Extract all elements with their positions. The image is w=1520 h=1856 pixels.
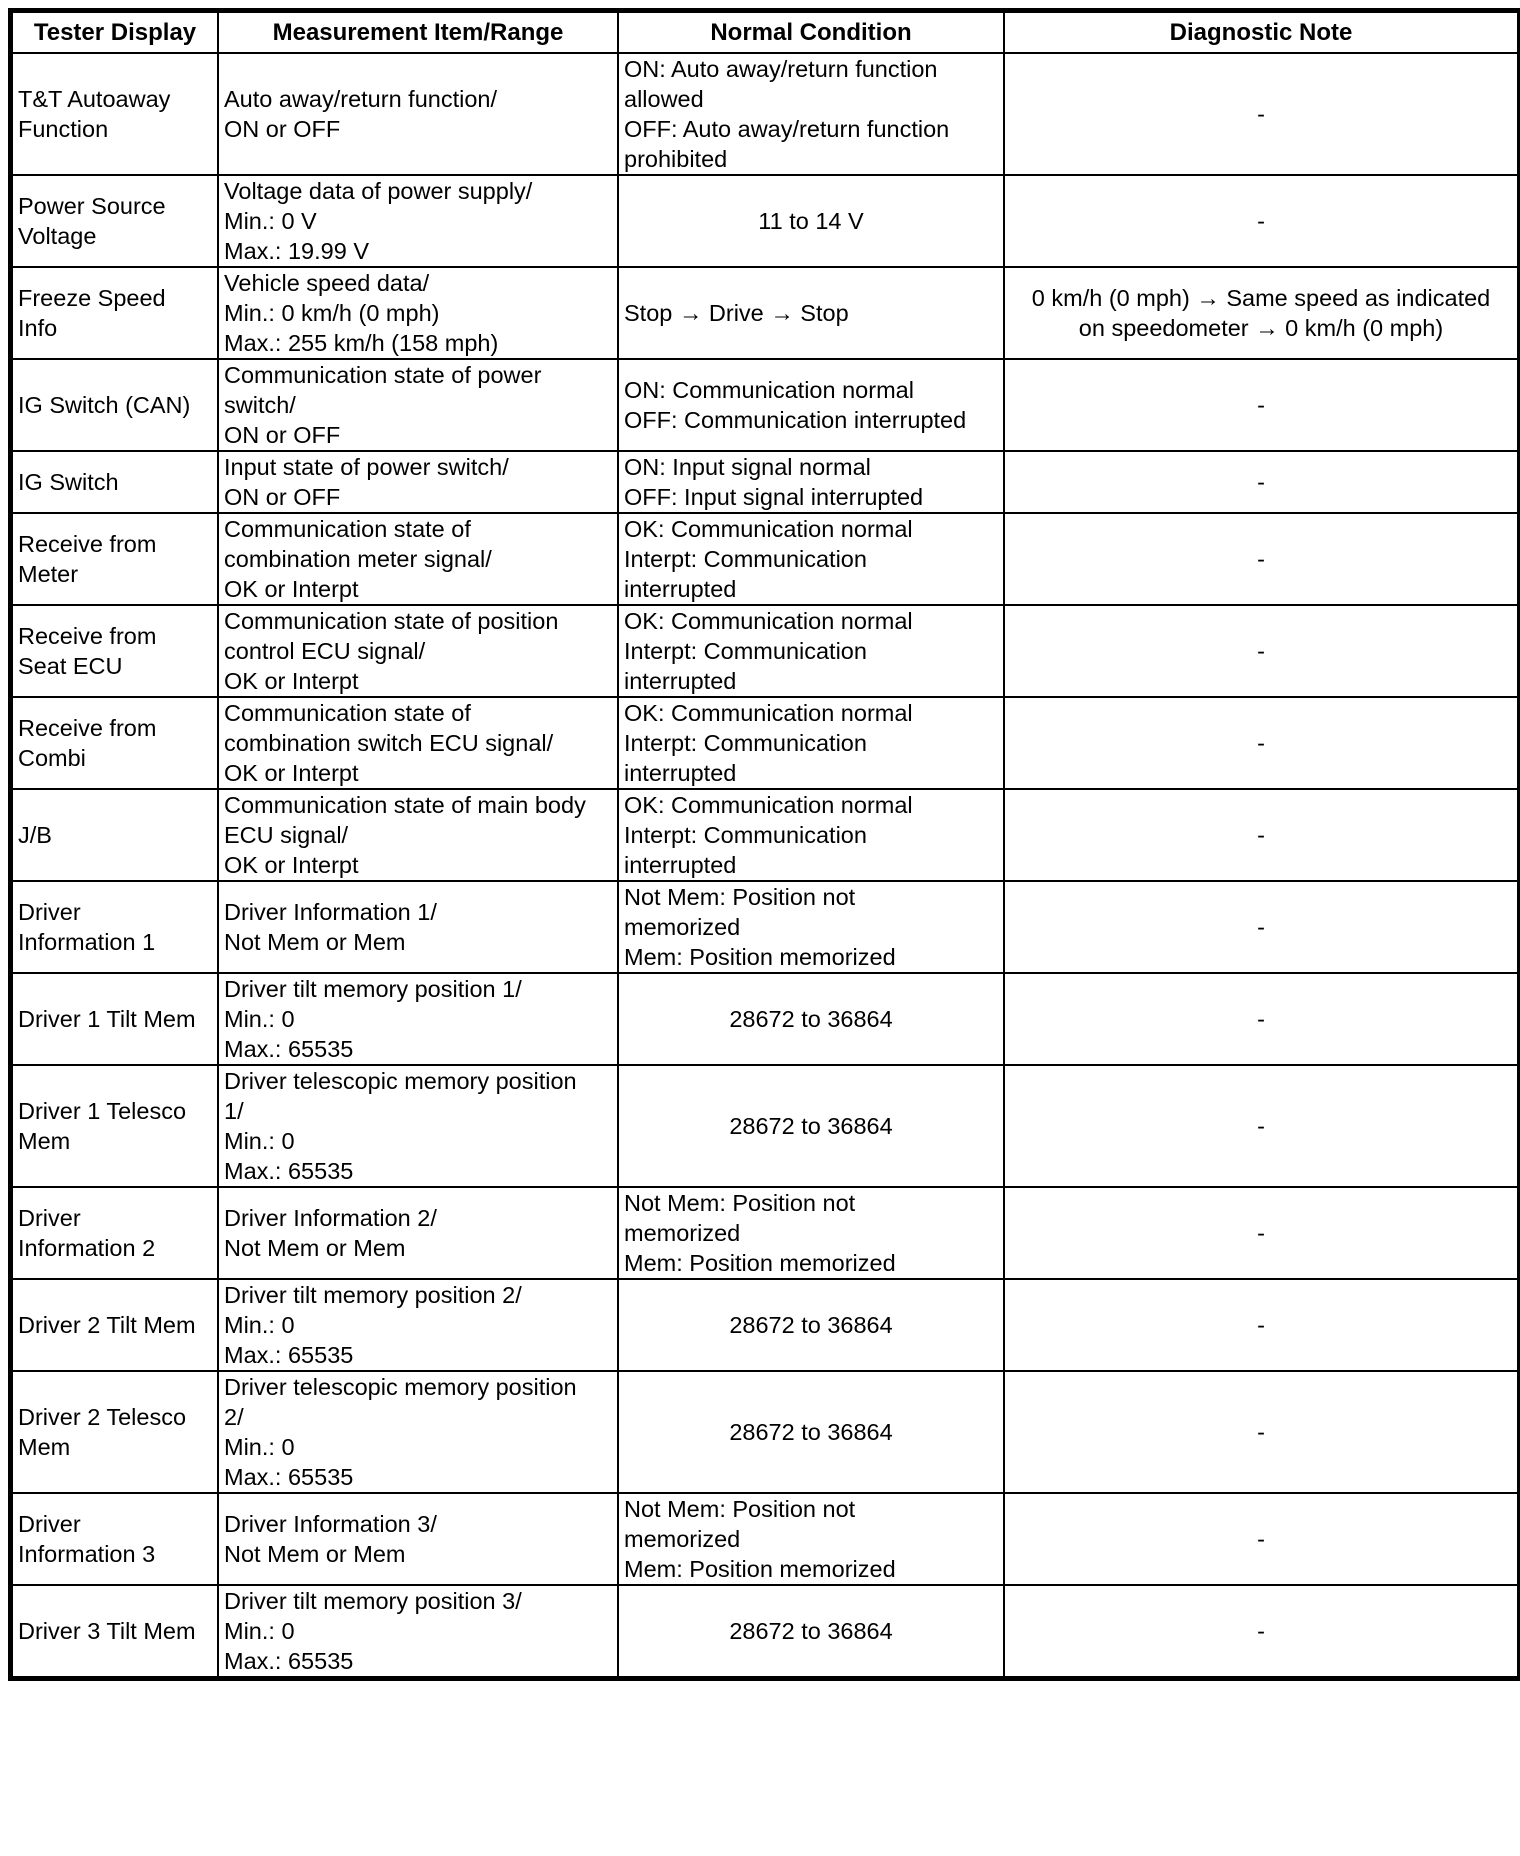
cell-diagnostic-note bbox=[1004, 53, 1518, 175]
cell-line: Driver 2 Telesco bbox=[18, 1404, 187, 1430]
cell-line: - bbox=[1257, 914, 1265, 940]
cell-line: Driver 2 Tilt Mem bbox=[18, 1312, 196, 1338]
cell-line: Not Mem or Mem bbox=[224, 1541, 406, 1567]
cell-line: Driver bbox=[18, 1205, 81, 1231]
cell-measurement-item bbox=[218, 1065, 618, 1187]
cell-normal-condition bbox=[618, 1585, 1004, 1677]
table-frame bbox=[8, 8, 1520, 1681]
cell-line: - bbox=[1257, 1006, 1265, 1032]
cell-line: Not Mem: Position not bbox=[624, 1190, 856, 1216]
cell-normal-condition bbox=[618, 451, 1004, 513]
table-row bbox=[12, 451, 1518, 513]
cell-line: combination switch ECU signal/ bbox=[224, 730, 554, 756]
table-row bbox=[12, 359, 1518, 451]
cell-line: Interpt: Communication bbox=[624, 730, 867, 756]
cell-diagnostic-note bbox=[1004, 359, 1518, 451]
cell-line: - bbox=[1257, 1113, 1265, 1139]
cell-line: Driver 1 Telesco bbox=[18, 1098, 187, 1124]
cell-line: Max.: 65535 bbox=[224, 1036, 354, 1062]
cell-line: - bbox=[1257, 638, 1265, 664]
cell-line: - bbox=[1257, 392, 1265, 418]
cell-line: Not Mem: Position not bbox=[624, 1496, 856, 1522]
cell-line: Driver tilt memory position 3/ bbox=[224, 1588, 522, 1614]
cell-diagnostic-note bbox=[1004, 973, 1518, 1065]
data-list-table bbox=[11, 11, 1519, 1678]
table-row bbox=[12, 1493, 1518, 1585]
cell-line: Receive from bbox=[18, 531, 157, 557]
cell-normal-condition bbox=[618, 697, 1004, 789]
cell-line: Interpt: Communication bbox=[624, 546, 867, 572]
cell-line: Input state of power switch/ bbox=[224, 454, 509, 480]
cell-line: IG Switch (CAN) bbox=[18, 392, 191, 418]
cell-line: Driver bbox=[18, 1511, 81, 1537]
cell-line: OK: Communication normal bbox=[624, 608, 913, 634]
cell-line: Max.: 65535 bbox=[224, 1342, 354, 1368]
cell-line: Min.: 0 bbox=[224, 1312, 295, 1338]
table-body bbox=[12, 53, 1518, 1677]
table-row bbox=[12, 53, 1518, 175]
cell-diagnostic-note bbox=[1004, 789, 1518, 881]
cell-diagnostic-note bbox=[1004, 267, 1518, 359]
cell-line: 28672 to 36864 bbox=[729, 1419, 893, 1445]
table-header-row bbox=[12, 12, 1518, 53]
cell-measurement-item bbox=[218, 1279, 618, 1371]
cell-line: Receive from bbox=[18, 623, 157, 649]
cell-measurement-item bbox=[218, 513, 618, 605]
cell-line: Driver 3 Tilt Mem bbox=[18, 1618, 196, 1644]
cell-line: Interpt: Communication bbox=[624, 822, 867, 848]
cell-diagnostic-note bbox=[1004, 697, 1518, 789]
cell-normal-condition bbox=[618, 359, 1004, 451]
cell-line: Not Mem or Mem bbox=[224, 929, 406, 955]
cell-line: 11 to 14 V bbox=[758, 208, 864, 234]
cell-line: Communication state of bbox=[224, 700, 471, 726]
cell-normal-condition bbox=[618, 789, 1004, 881]
cell-line: Min.: 0 bbox=[224, 1618, 295, 1644]
cell-normal-condition bbox=[618, 1187, 1004, 1279]
cell-normal-condition bbox=[618, 973, 1004, 1065]
table-row bbox=[12, 175, 1518, 267]
cell-line: ON: Input signal normal bbox=[624, 454, 871, 480]
cell-line: Max.: 19.99 V bbox=[224, 238, 369, 264]
table-row bbox=[12, 1279, 1518, 1371]
cell-line: Info bbox=[18, 315, 58, 341]
cell-measurement-item bbox=[218, 1187, 618, 1279]
cell-line: Communication state of position bbox=[224, 608, 559, 634]
cell-line: interrupted bbox=[624, 852, 737, 878]
cell-line: Driver tilt memory position 2/ bbox=[224, 1282, 522, 1308]
cell-line: OK: Communication normal bbox=[624, 700, 913, 726]
cell-line: Max.: 65535 bbox=[224, 1158, 354, 1184]
cell-line: OFF: Communication interrupted bbox=[624, 407, 967, 433]
cell-line: OK or Interpt bbox=[224, 852, 359, 878]
cell-line: ON: Communication normal bbox=[624, 377, 914, 403]
cell-line: - bbox=[1257, 546, 1265, 572]
cell-tester-display bbox=[12, 175, 218, 267]
cell-line: Freeze Speed bbox=[18, 285, 166, 311]
table-row bbox=[12, 1585, 1518, 1677]
cell-line: switch/ bbox=[224, 392, 296, 418]
cell-normal-condition bbox=[618, 53, 1004, 175]
cell-line: 28672 to 36864 bbox=[729, 1006, 893, 1032]
cell-line: Min.: 0 V bbox=[224, 208, 317, 234]
cell-line: interrupted bbox=[624, 576, 737, 602]
table-row bbox=[12, 1065, 1518, 1187]
cell-diagnostic-note bbox=[1004, 1187, 1518, 1279]
cell-tester-display bbox=[12, 1585, 218, 1677]
cell-line: Max.: 65535 bbox=[224, 1648, 354, 1674]
cell-line: Interpt: Communication bbox=[624, 638, 867, 664]
cell-line: OK or Interpt bbox=[224, 760, 359, 786]
table-row bbox=[12, 267, 1518, 359]
cell-line: Min.: 0 bbox=[224, 1006, 295, 1032]
cell-line: Function bbox=[18, 116, 109, 142]
cell-line: Min.: 0 km/h (0 mph) bbox=[224, 300, 440, 326]
cell-line: ECU signal/ bbox=[224, 822, 349, 848]
cell-line: - bbox=[1257, 469, 1265, 495]
cell-line: combination meter signal/ bbox=[224, 546, 492, 572]
cell-measurement-item bbox=[218, 1585, 618, 1677]
cell-diagnostic-note bbox=[1004, 1493, 1518, 1585]
cell-tester-display bbox=[12, 697, 218, 789]
cell-line: - bbox=[1257, 208, 1265, 234]
cell-tester-display bbox=[12, 359, 218, 451]
cell-normal-condition bbox=[618, 1493, 1004, 1585]
cell-line: Mem bbox=[18, 1434, 71, 1460]
cell-line: OK or Interpt bbox=[224, 576, 359, 602]
cell-measurement-item bbox=[218, 175, 618, 267]
table-row bbox=[12, 789, 1518, 881]
cell-normal-condition bbox=[618, 175, 1004, 267]
cell-line: ON or OFF bbox=[224, 422, 341, 448]
cell-line: memorized bbox=[624, 914, 741, 940]
cell-line: on speedometer → 0 km/h (0 mph) bbox=[1078, 315, 1444, 341]
cell-line: - bbox=[1257, 1419, 1265, 1445]
cell-diagnostic-note bbox=[1004, 1065, 1518, 1187]
cell-measurement-item bbox=[218, 605, 618, 697]
cell-line: ON or OFF bbox=[224, 116, 341, 142]
cell-line: Information 1 bbox=[18, 929, 156, 955]
cell-diagnostic-note bbox=[1004, 451, 1518, 513]
cell-tester-display bbox=[12, 1493, 218, 1585]
cell-line: memorized bbox=[624, 1220, 741, 1246]
cell-line: J/B bbox=[18, 822, 52, 848]
cell-line: Max.: 65535 bbox=[224, 1464, 354, 1490]
cell-line: allowed bbox=[624, 86, 704, 112]
cell-line: OK or Interpt bbox=[224, 668, 359, 694]
cell-normal-condition bbox=[618, 1065, 1004, 1187]
cell-measurement-item bbox=[218, 451, 618, 513]
cell-line: Mem bbox=[18, 1128, 71, 1154]
cell-line: - bbox=[1257, 101, 1265, 127]
cell-diagnostic-note bbox=[1004, 1279, 1518, 1371]
cell-tester-display bbox=[12, 973, 218, 1065]
cell-tester-display bbox=[12, 881, 218, 973]
header-measurement-item: Measurement Item/Range bbox=[218, 12, 618, 53]
cell-measurement-item bbox=[218, 973, 618, 1065]
cell-line: T&T Autoaway bbox=[18, 86, 171, 112]
cell-line: Communication state of main body bbox=[224, 792, 586, 818]
cell-line: interrupted bbox=[624, 668, 737, 694]
header-tester-display: Tester Display bbox=[12, 12, 218, 53]
cell-line: Driver telescopic memory position bbox=[224, 1068, 577, 1094]
cell-line: Mem: Position memorized bbox=[624, 1250, 896, 1276]
cell-measurement-item bbox=[218, 359, 618, 451]
cell-line: Meter bbox=[18, 561, 79, 587]
cell-line: 28672 to 36864 bbox=[729, 1618, 893, 1644]
cell-line: Mem: Position memorized bbox=[624, 944, 896, 970]
cell-line: - bbox=[1257, 822, 1265, 848]
cell-line: - bbox=[1257, 1220, 1265, 1246]
cell-line: memorized bbox=[624, 1526, 741, 1552]
cell-normal-condition bbox=[618, 1279, 1004, 1371]
cell-line: control ECU signal/ bbox=[224, 638, 426, 664]
cell-line: Driver tilt memory position 1/ bbox=[224, 976, 522, 1002]
cell-measurement-item bbox=[218, 1371, 618, 1493]
cell-line: Driver Information 3/ bbox=[224, 1511, 437, 1537]
table-row bbox=[12, 1371, 1518, 1493]
cell-line: OFF: Auto away/return function bbox=[624, 116, 950, 142]
cell-line: Min.: 0 bbox=[224, 1434, 295, 1460]
cell-line: Vehicle speed data/ bbox=[224, 270, 430, 296]
cell-line: 2/ bbox=[224, 1404, 244, 1430]
cell-line: Information 2 bbox=[18, 1235, 156, 1261]
cell-line: Driver bbox=[18, 899, 81, 925]
header-diagnostic-note: Diagnostic Note bbox=[1004, 12, 1518, 53]
cell-line: Receive from bbox=[18, 715, 157, 741]
cell-measurement-item bbox=[218, 267, 618, 359]
cell-line: IG Switch bbox=[18, 469, 119, 495]
cell-tester-display bbox=[12, 1371, 218, 1493]
cell-line: Power Source bbox=[18, 193, 166, 219]
cell-normal-condition bbox=[618, 513, 1004, 605]
cell-line: Communication state of bbox=[224, 516, 471, 542]
cell-line: Information 3 bbox=[18, 1541, 156, 1567]
cell-line: Min.: 0 bbox=[224, 1128, 295, 1154]
cell-line: Not Mem or Mem bbox=[224, 1235, 406, 1261]
cell-line: Stop → Drive → Stop bbox=[624, 300, 849, 326]
cell-line: - bbox=[1257, 1526, 1265, 1552]
cell-line: Auto away/return function/ bbox=[224, 86, 498, 112]
cell-diagnostic-note bbox=[1004, 881, 1518, 973]
cell-tester-display bbox=[12, 789, 218, 881]
cell-line: prohibited bbox=[624, 146, 728, 172]
cell-line: - bbox=[1257, 1312, 1265, 1338]
cell-tester-display bbox=[12, 513, 218, 605]
cell-measurement-item bbox=[218, 53, 618, 175]
cell-line: 28672 to 36864 bbox=[729, 1113, 893, 1139]
cell-line: Communication state of power bbox=[224, 362, 542, 388]
table-row bbox=[12, 513, 1518, 605]
table-row bbox=[12, 697, 1518, 789]
cell-line: ON: Auto away/return function bbox=[624, 56, 938, 82]
cell-line: OFF: Input signal interrupted bbox=[624, 484, 924, 510]
cell-line: OK: Communication normal bbox=[624, 792, 913, 818]
cell-line: Driver 1 Tilt Mem bbox=[18, 1006, 196, 1032]
cell-line: Mem: Position memorized bbox=[624, 1556, 896, 1582]
cell-line: ON or OFF bbox=[224, 484, 341, 510]
cell-tester-display bbox=[12, 1187, 218, 1279]
cell-measurement-item bbox=[218, 789, 618, 881]
cell-measurement-item bbox=[218, 697, 618, 789]
cell-line: Combi bbox=[18, 745, 86, 771]
cell-measurement-item bbox=[218, 1493, 618, 1585]
cell-line: Seat ECU bbox=[18, 653, 123, 679]
cell-line: Voltage data of power supply/ bbox=[224, 178, 533, 204]
cell-normal-condition bbox=[618, 605, 1004, 697]
cell-line: - bbox=[1257, 1618, 1265, 1644]
table-row bbox=[12, 973, 1518, 1065]
cell-tester-display bbox=[12, 53, 218, 175]
cell-normal-condition bbox=[618, 267, 1004, 359]
table-row bbox=[12, 1187, 1518, 1279]
cell-line: 1/ bbox=[224, 1098, 244, 1124]
cell-diagnostic-note bbox=[1004, 513, 1518, 605]
cell-line: Voltage bbox=[18, 223, 97, 249]
cell-diagnostic-note bbox=[1004, 175, 1518, 267]
cell-line: interrupted bbox=[624, 760, 737, 786]
cell-line: Max.: 255 km/h (158 mph) bbox=[224, 330, 499, 356]
cell-tester-display bbox=[12, 451, 218, 513]
cell-line: 0 km/h (0 mph) → Same speed as indicated bbox=[1031, 285, 1491, 311]
cell-normal-condition bbox=[618, 881, 1004, 973]
cell-line: Not Mem: Position not bbox=[624, 884, 856, 910]
cell-line: OK: Communication normal bbox=[624, 516, 913, 542]
cell-line: Driver Information 2/ bbox=[224, 1205, 437, 1231]
cell-tester-display bbox=[12, 1065, 218, 1187]
cell-tester-display bbox=[12, 267, 218, 359]
cell-line: - bbox=[1257, 730, 1265, 756]
cell-line: Driver telescopic memory position bbox=[224, 1374, 577, 1400]
table-row bbox=[12, 605, 1518, 697]
cell-normal-condition bbox=[618, 1371, 1004, 1493]
header-normal-condition: Normal Condition bbox=[618, 12, 1004, 53]
cell-diagnostic-note bbox=[1004, 1585, 1518, 1677]
cell-line: Driver Information 1/ bbox=[224, 899, 437, 925]
cell-measurement-item bbox=[218, 881, 618, 973]
cell-diagnostic-note bbox=[1004, 1371, 1518, 1493]
cell-diagnostic-note bbox=[1004, 605, 1518, 697]
table-row bbox=[12, 881, 1518, 973]
cell-line: 28672 to 36864 bbox=[729, 1312, 893, 1338]
cell-tester-display bbox=[12, 1279, 218, 1371]
cell-tester-display bbox=[12, 605, 218, 697]
